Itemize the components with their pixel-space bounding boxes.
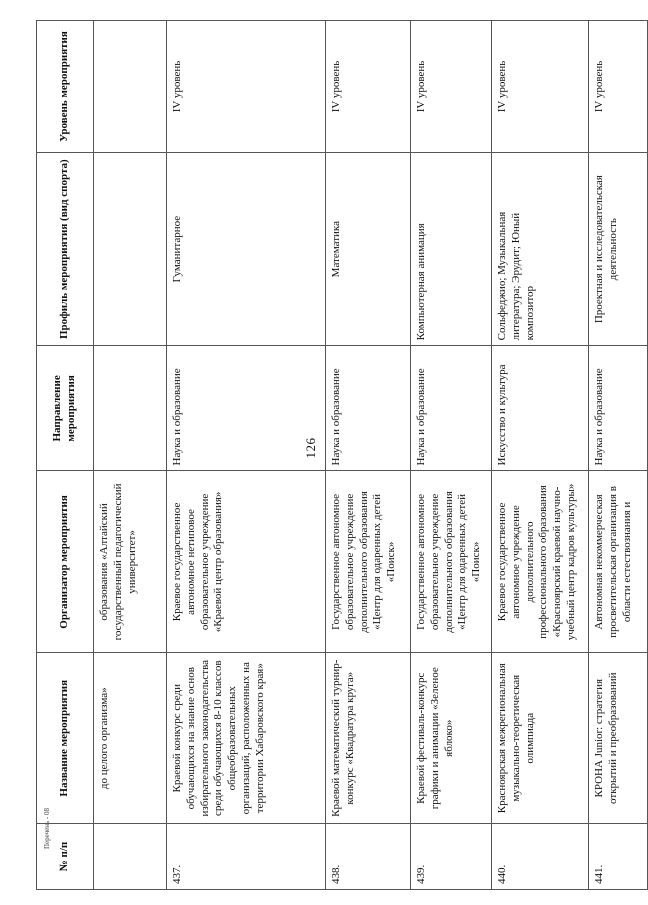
header-level: Уровень мероприятия — [37, 21, 94, 153]
cell-level: IV уровень — [167, 21, 326, 153]
cell-organizer: Краевое государственное автономное нетиповое образовательное учреждение «Краевой центр образования» — [167, 471, 326, 653]
cell-direction: Искусство и культура — [492, 346, 589, 471]
cell-organizer: Краевое государственное автономное учреждение дополнительного профессионального образования «Красноярский краевой научно-учебный центр кадров культуры» — [492, 471, 589, 653]
cell-level: IV уровень — [326, 21, 411, 153]
cell-num: 439. — [411, 824, 492, 890]
header-profile: Профиль мероприятия (вид спорта) — [37, 152, 94, 345]
table-row — [492, 21, 589, 890]
cell-name: Краевой фестиваль-конкурс графики и анимации «Зеленое яблоко» — [411, 653, 492, 824]
cell-level — [94, 21, 167, 153]
header-num: № п/п — [37, 824, 94, 890]
rotated-page — [36, 20, 633, 890]
cell-organizer: образования «Алтайский государственный педагогический университет» — [94, 471, 167, 653]
cell-profile: Компьютерная анимация — [411, 152, 492, 345]
cell-level: IV уровень — [492, 21, 589, 153]
cell-direction: Наука и образование — [167, 346, 326, 471]
page-number: 126 — [303, 437, 318, 459]
cell-direction: Наука и образование — [326, 346, 411, 471]
cell-name: КРОНА Junior: стратегия открытий и преобразований — [589, 653, 648, 824]
table-row — [326, 21, 411, 890]
cell-level: IV уровень — [589, 21, 648, 153]
table-row — [589, 21, 648, 890]
cell-num: 438. — [326, 824, 411, 890]
cell-direction: Наука и образование — [589, 346, 648, 471]
cell-direction: Наука и образование — [411, 346, 492, 471]
cell-profile: Сольфеджио; Музыкальная литература; Эрудит; Юный композитор — [492, 152, 589, 345]
events-table — [36, 20, 648, 890]
cell-name: до целого организма» — [94, 653, 167, 824]
cell-profile: Гуманитарное — [167, 152, 326, 345]
cell-organizer: Государственное автономное образовательное учреждение дополнительного образования «Центр для одаренных детей «Поиск» — [411, 471, 492, 653]
cell-num — [94, 824, 167, 890]
header-direction: Направление мероприятия — [37, 346, 94, 471]
header-name: Название мероприятия — [37, 653, 94, 824]
cell-num: 440. — [492, 824, 589, 890]
table-row — [167, 21, 326, 890]
cell-profile: Проектная и исследовательская деятельность — [589, 152, 648, 345]
cell-profile — [94, 152, 167, 345]
cell-num: 437. — [167, 824, 326, 890]
table-row — [411, 21, 492, 890]
cell-organizer: Автономная некоммерческая просветительская организация в области естествознания и — [589, 471, 648, 653]
cell-direction — [94, 346, 167, 471]
header-row — [37, 21, 94, 890]
cell-name: Красноярская межрегиональная музыкально-теоретическая олимпиада — [492, 653, 589, 824]
cell-name: Краевой математический турнир-конкурс «Квадратура круга» — [326, 653, 411, 824]
cell-organizer: Государственное автономное образовательное учреждение дополнительного образования «Центр для одаренных детей «Поиск» — [326, 471, 411, 653]
events-table-frame — [36, 20, 633, 890]
table-row-continued — [94, 21, 167, 890]
cell-profile: Математика — [326, 152, 411, 345]
cell-level: IV уровень — [411, 21, 492, 153]
footer-mark: Перечень - 08 — [43, 808, 51, 849]
cell-num: 441. — [589, 824, 648, 890]
cell-name: Краевой конкурс среди обучающихся на знание основ избирательного законодательства среди обучающихся 8-10 классов общеобразовательных организаций, расположенных на территории Хабаровского края» — [167, 653, 326, 824]
header-organizer: Организатор мероприятия — [37, 471, 94, 653]
